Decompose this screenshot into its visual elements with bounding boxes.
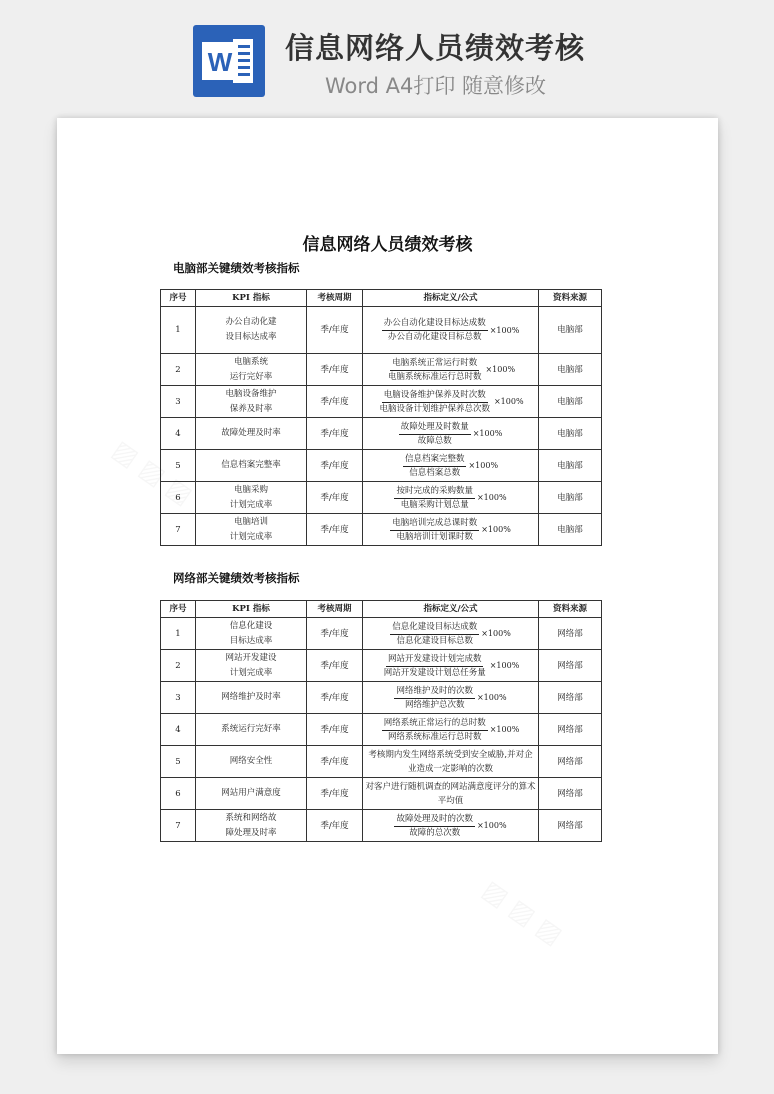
col-header-kpi: KPI 指标 (196, 601, 307, 618)
cell-kpi: 电脑培训 计划完成率 (196, 514, 307, 546)
cell-formula: $\frac{\text{信息档案完整数}}{\text{信息档案总数}}$ ×100% (363, 450, 539, 482)
kpi-table-computer (160, 289, 602, 546)
cell-kpi: 电脑设备维护 保养及时率 (196, 386, 307, 418)
section-title-computer: 电脑部关键绩效考核指标 (173, 261, 300, 275)
cell-formula: $\frac{\text{电脑系统正常运行时数}}{\text{电脑系统标准运行总时数}}$ ×100% (363, 354, 539, 386)
cell-kpi: 网站开发建设 计划完成率 (196, 650, 307, 682)
cell-kpi: 网站用户满意度 (196, 778, 307, 810)
cell-source: 网络部 (539, 682, 602, 714)
cell-source: 电脑部 (539, 450, 602, 482)
cell-no: 6 (161, 778, 196, 810)
cell-period: 季/年度 (307, 418, 363, 450)
cell-period: 季/年度 (307, 482, 363, 514)
table-row (161, 386, 602, 418)
table-row (161, 482, 602, 514)
table-row (161, 307, 602, 354)
table-row (161, 354, 602, 386)
svg-text:W: W (207, 47, 233, 77)
col-header-kpi: KPI 指标 (196, 290, 307, 307)
cell-period: 季/年度 (307, 618, 363, 650)
col-header-no: 序号 (161, 290, 196, 307)
cell-formula: $\frac{\text{电脑设备维护保养及时次数}}{\text{电脑设备计划维护保养总次数}}$ ×100% (363, 386, 539, 418)
cell-period: 季/年度 (307, 354, 363, 386)
cell-formula: $\frac{\text{故障处理及时的次数}}{\text{故障的总次数}}$ ×100% (363, 810, 539, 842)
section-title-network: 网络部关键绩效考核指标 (173, 571, 300, 585)
cell-period: 季/年度 (307, 810, 363, 842)
cell-no: 3 (161, 682, 196, 714)
col-header-source: 资料来源 (539, 601, 602, 618)
cell-source: 网络部 (539, 778, 602, 810)
cell-source: 网络部 (539, 618, 602, 650)
cell-no: 5 (161, 450, 196, 482)
cell-definition: 对客户进行随机调查的网站满意度评分的算术平均值 (363, 778, 539, 810)
cell-no: 2 (161, 354, 196, 386)
cell-no: 1 (161, 307, 196, 354)
cell-formula: $\frac{\text{电脑培训完成总课时数}}{\text{电脑培训计划课时数}}$ ×100% (363, 514, 539, 546)
cell-period: 季/年度 (307, 307, 363, 354)
document-page (57, 118, 718, 1054)
cell-kpi: 电脑采购 计划完成率 (196, 482, 307, 514)
cell-period: 季/年度 (307, 450, 363, 482)
kpi-table-network (160, 600, 602, 842)
cell-no: 5 (161, 746, 196, 778)
cell-kpi: 网络安全性 (196, 746, 307, 778)
cell-source: 电脑部 (539, 307, 602, 354)
table-header-row (161, 601, 602, 618)
cell-period: 季/年度 (307, 682, 363, 714)
col-header-period: 考核周期 (307, 290, 363, 307)
col-header-definition: 指标定义/公式 (363, 290, 539, 307)
cell-formula: $\frac{\text{办公自动化建设目标达成数}}{\text{办公自动化建设目标总数}}$ ×100% (363, 307, 539, 354)
cell-source: 网络部 (539, 810, 602, 842)
table-row (161, 714, 602, 746)
table-row (161, 450, 602, 482)
cell-period: 季/年度 (307, 514, 363, 546)
table-row (161, 778, 602, 810)
table-row (161, 418, 602, 450)
cell-no: 1 (161, 618, 196, 650)
cell-no: 7 (161, 810, 196, 842)
cell-source: 网络部 (539, 714, 602, 746)
cell-no: 4 (161, 714, 196, 746)
cell-kpi: 网络维护及时率 (196, 682, 307, 714)
cell-no: 7 (161, 514, 196, 546)
cell-kpi: 办公自动化建 设目标达成率 (196, 307, 307, 354)
cell-formula: $\frac{\text{网站开发建设计划完成数}}{\text{网站开发建设计划总任务量}}$ ×100% (363, 650, 539, 682)
cell-source: 电脑部 (539, 482, 602, 514)
cell-source: 网络部 (539, 746, 602, 778)
table-row (161, 618, 602, 650)
banner-title: 信息网络人员绩效考核 (285, 31, 586, 65)
watermark (477, 875, 568, 951)
cell-kpi: 故障处理及时率 (196, 418, 307, 450)
table-row (161, 746, 602, 778)
cell-kpi: 信息化建设 目标达成率 (196, 618, 307, 650)
table-header-row (161, 290, 602, 307)
cell-kpi: 信息档案完整率 (196, 450, 307, 482)
table-row (161, 682, 602, 714)
cell-period: 季/年度 (307, 650, 363, 682)
cell-no: 2 (161, 650, 196, 682)
cell-no: 6 (161, 482, 196, 514)
cell-kpi: 系统和网络故 障处理及时率 (196, 810, 307, 842)
cell-no: 4 (161, 418, 196, 450)
table-row (161, 810, 602, 842)
cell-source: 电脑部 (539, 514, 602, 546)
cell-formula: $\frac{\text{故障处理及时数量}}{\text{故障总数}}$ ×100% (363, 418, 539, 450)
cell-formula: $\frac{\text{网络维护及时的次数}}{\text{网络维护总次数}}$ ×100% (363, 682, 539, 714)
cell-source: 网络部 (539, 650, 602, 682)
cell-formula: $\frac{\text{信息化建设目标达成数}}{\text{信息化建设目标总数}}$ ×100% (363, 618, 539, 650)
col-header-no: 序号 (161, 601, 196, 618)
banner-subtitle: Word A4打印 随意修改 (325, 74, 547, 98)
cell-formula: $\frac{\text{按时完成的采购数量}}{\text{电脑采购计划总量}}$ ×100% (363, 482, 539, 514)
cell-period: 季/年度 (307, 714, 363, 746)
word-document-icon (193, 25, 265, 97)
document-title: 信息网络人员绩效考核 (302, 235, 473, 255)
cell-no: 3 (161, 386, 196, 418)
cell-period: 季/年度 (307, 778, 363, 810)
table-row (161, 650, 602, 682)
col-header-period: 考核周期 (307, 601, 363, 618)
col-header-definition: 指标定义/公式 (363, 601, 539, 618)
cell-definition: 考核期内发生网络系统受到安全威胁,并对企业造成一定影响的次数 (363, 746, 539, 778)
cell-period: 季/年度 (307, 746, 363, 778)
cell-source: 电脑部 (539, 354, 602, 386)
header-banner (0, 0, 774, 118)
cell-kpi: 电脑系统 运行完好率 (196, 354, 307, 386)
cell-formula: $\frac{\text{网络系统正常运行的总时数}}{\text{网络系统标准运行总时数}}$ ×100% (363, 714, 539, 746)
cell-source: 电脑部 (539, 386, 602, 418)
table-row (161, 514, 602, 546)
col-header-source: 资料来源 (539, 290, 602, 307)
cell-source: 电脑部 (539, 418, 602, 450)
cell-kpi: 系统运行完好率 (196, 714, 307, 746)
cell-period: 季/年度 (307, 386, 363, 418)
